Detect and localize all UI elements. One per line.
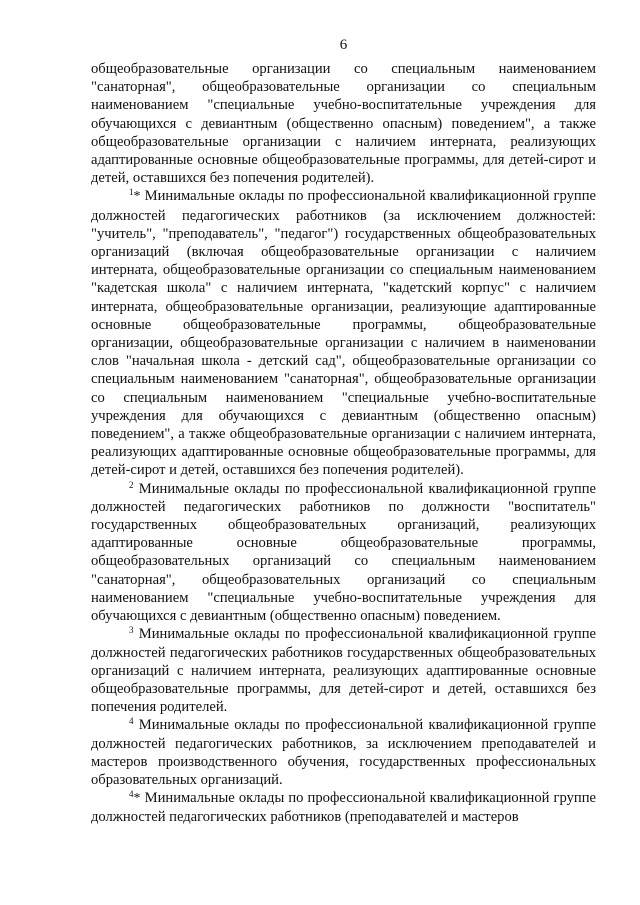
footnote-paragraph-4-star — [91, 789, 596, 826]
footnote-paragraph-4 — [91, 716, 596, 789]
footnote-paragraph-2 — [91, 480, 596, 626]
paragraph-continuation — [91, 60, 596, 187]
document-page — [91, 36, 596, 827]
footnote-paragraph-1-star — [91, 187, 596, 479]
footnote-star: * — [133, 791, 141, 807]
paragraph-text: Минимальные оклады по профессиональной квалификационной группе должностей педагогических работников, за исключением преподавателей и мастеров производственного обучения, государственных профессиональных образовательных организаций. — [91, 717, 596, 788]
page-number: 6 — [339, 37, 348, 53]
footnote-paragraph-3 — [91, 625, 596, 716]
footnote-star: * — [133, 189, 141, 205]
footnote-marker: 1 — [129, 187, 134, 198]
paragraph-text: Минимальные оклады по профессиональной квалификационной группе должностей педагогических работников (за исключением должностей: "учитель", "преподаватель", "педагог") государственных общеобразовательных организаций (включая общеобразовательные организации с наличием интерната, общеобразовательные организации со специальным наименованием "кадетская школа" с наличием интерната, "кадетский корпус" с наличием интерната, общеобразовательные организации, реализующие адаптированные основные общеобразовательные программы, общеобразовательные организации, общеобразовательные организации с наличием в наименовании слов "начальная школа - детский сад", общеобразовательные организации со специальным наименованием "санаторная", общеобразовательные организации со специальным наименованием "специальные учебно-воспитательные учреждения для обучающихся с девиантным (общественно опасным) поведением", а также общеобразовательные организации с наличием интерната, реализующих адаптированные основные общеобразовательные программы, для детей-сирот и детей, оставшихся без попечения родителей). — [91, 188, 596, 479]
paragraph-text: Минимальные оклады по профессиональной квалификационной группе должностей педагогических работников (преподавателей и мастеров — [91, 790, 596, 826]
paragraph-text: общеобразовательные организации со специальным наименованием "санаторная", общеобразовательные организации со специальным наименованием "специальные учебно-воспитательные учреждения для обучающихся с девиантным (общественно опасным) поведением", а также общеобразовательные организации с наличием интерната, реализующих адаптированные основные общеобразовательные программы, для детей-сирот и детей, оставшихся без попечения родителей). — [91, 61, 596, 187]
body-text — [91, 60, 596, 827]
footnote-marker: 4 — [129, 716, 134, 727]
footnote-marker: 4 — [129, 789, 134, 800]
footnote-marker: 3 — [129, 625, 134, 636]
paragraph-text: Минимальные оклады по профессиональной квалификационной группе должностей педагогических работников по должности "воспитатель" государственных общеобразовательных организаций, реализующих адаптированные основные общеобразовательные программы, общеобразовательных организаций со специальным наименованием "санаторная", общеобразовательных организаций со специальным наименованием "специальные учебно-воспитательные учреждения для обучающихся с девиантным (общественно опасным) поведением. — [91, 480, 596, 625]
footnote-marker: 2 — [129, 479, 134, 490]
paragraph-text: Минимальные оклады по профессиональной квалификационной группе должностей педагогических работников государственных общеобразовательных организаций с наличием интерната, реализующих адаптированные основные общеобразовательные программы, для детей-сирот и детей, оставшихся без попечения родителей. — [91, 626, 596, 716]
